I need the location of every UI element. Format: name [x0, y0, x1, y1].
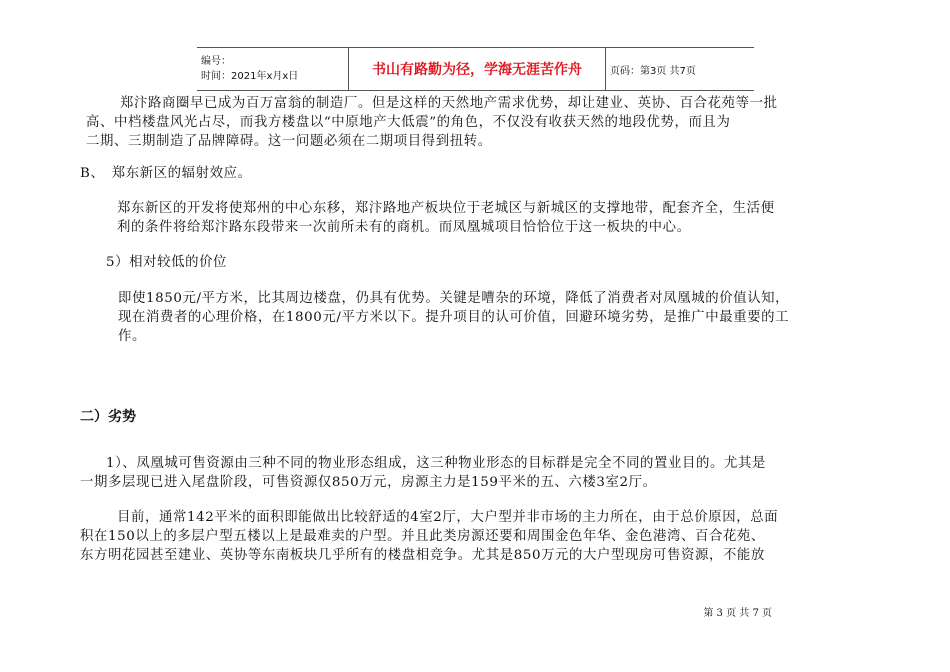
paragraph-line: 高、中档楼盘风光占尽，而我方楼盘以“中原地产大低震”的角色，不仅没有收获天然的地段优势，而且为 — [86, 115, 731, 130]
section-heading: 二）劣势 — [80, 409, 136, 425]
header-meta-cell — [197, 48, 349, 91]
header-motto: 书山有路勤为径，学海无涯苦作舟 — [349, 48, 606, 91]
paragraph-line: 二期、三期制造了品牌障碍。这一问题必须在二期项目得到扭转。 — [86, 134, 492, 149]
paragraph-line: 作。 — [118, 329, 146, 344]
paragraph-line: 现在消费者的心理价格，在1800元/平方米以下。提升项目的认可价值，回避环境劣势，是推广中最重要的工 — [118, 310, 790, 325]
paragraph-line: 郑汴路商圈早已成为百万富翁的制造厂。但是这样的天然地产需求优势，却让建业、英协、百合花苑等一批 — [120, 96, 778, 111]
paragraph-line: 郑东新区的开发将使郑州的中心东移，郑汴路地产板块位于老城区与新城区的支撑地带，配套齐全，生活便 — [117, 201, 775, 216]
header-page-info: 页码：第3页 共7页 — [606, 48, 755, 91]
footer-page-number: 第 3 页 共 7 页 — [703, 608, 772, 619]
header-table — [197, 47, 754, 91]
time-label: 时间：2021年x月x日 — [201, 71, 299, 82]
paragraph-line: 积在150以上的多层户型五楼以上是最难卖的户型。并且此类房源还要和周围金色年华、金色港湾、百合花苑、 — [80, 529, 765, 544]
paragraph-line: 一期多层现已进入尾盘阶段，可售资源仅850万元，房源主力是159平米的五、六楼3室2厅。 — [80, 475, 657, 490]
list-item-5: 5）相对较低的价位 — [106, 255, 228, 270]
paragraph-line: 1）、凤凰城可售资源由三种不同的物业形态组成，这三种物业形态的目标群是完全不同的置业目的。尤其是 — [106, 456, 766, 471]
paragraph-line: 目前，通常142平米的面积即能做出比较舒适的4室2厅，大户型并非市场的主力所在，由于总价原因，总面 — [117, 510, 779, 525]
list-item-b: B、 郑东新区的辐射效应。 — [80, 166, 252, 181]
paragraph-line: 即使1850元/平方米，比其周边楼盘，仍具有优势。关键是嘈杂的环境，降低了消费者对凤凰城的价值认知， — [118, 291, 790, 306]
paragraph-line: 东方明花园甚至建业、英协等东南板块几乎所有的楼盘相竞争。尤其是850万元的大户型现房可售资源，不能放 — [80, 548, 765, 563]
paragraph-line: 利的条件将给郑汴路东段带来一次前所未有的商机。而凤凰城项目恰恰位于这一板块的中心。 — [117, 220, 691, 235]
doc-number-label: 编号： — [201, 56, 231, 67]
